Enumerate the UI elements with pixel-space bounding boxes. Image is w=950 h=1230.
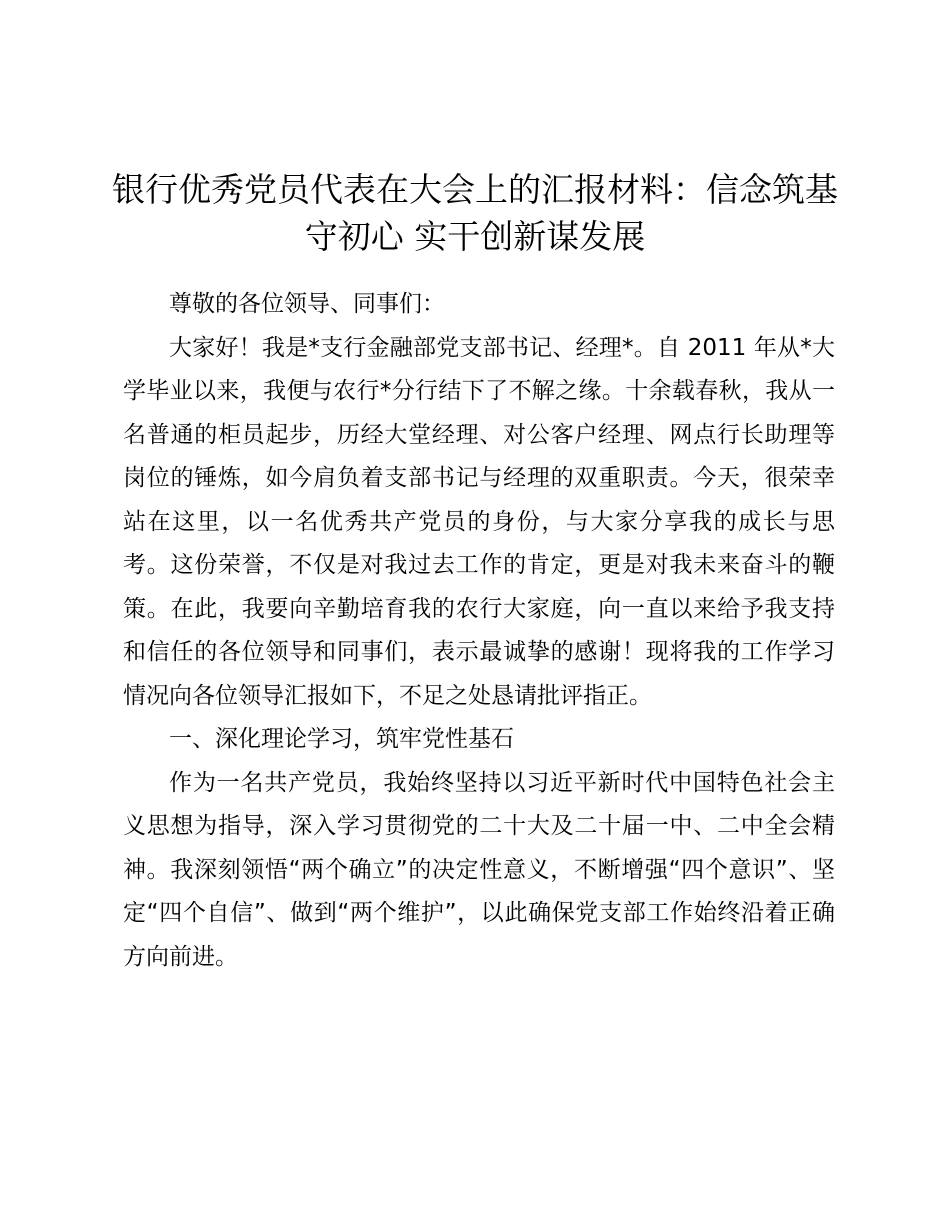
salutation: 尊敬的各位领导、同事们： bbox=[169, 291, 445, 317]
section-paragraph-1: 作为一名共产党员，我始终坚持以习近平新时代中国特色社会主义思想为指导，深入学习贯彻党的二十大及二十届一中、二中全会精神。我深刻领悟“两个确立”的决定性意义，不断增强“四个意识”、坚定“四个自信”、做到“两个维护”，以此确保党支部工作始终沿着正确方向前进。 bbox=[123, 769, 835, 970]
section-heading-1: 一、深化理论学习，筑牢党性基石 bbox=[169, 726, 514, 752]
document-body bbox=[123, 283, 835, 979]
document-title: 银行优秀党员代表在大会上的汇报材料：信念筑基守初心 实干创新谋发展 bbox=[112, 170, 838, 256]
intro-paragraph: 大家好！我是*支行金融部党支部书记、经理*。自 2011 年从*大学毕业以来，我便与农行*分行结下了不解之缘。十余载春秋，我从一名普通的柜员起步，历经大堂经理、对公客户经理、网点行长助理等岗位的锤炼，如今肩负着支部书记与经理的双重职责。今天，很荣幸站在这里，以一名优秀共产党员的身份，与大家分享我的成长与思考。这份荣誉，不仅是对我过去工作的肯定，更是对我未来奋斗的鞭策。在此，我要向辛勤培育我的农行大家庭，向一直以来给予我支持和信任的各位领导和同事们，表示最诚挚的感谢！现将我的工作学习情况向各位领导汇报如下，不足之处恳请批评指正。 bbox=[123, 334, 835, 709]
